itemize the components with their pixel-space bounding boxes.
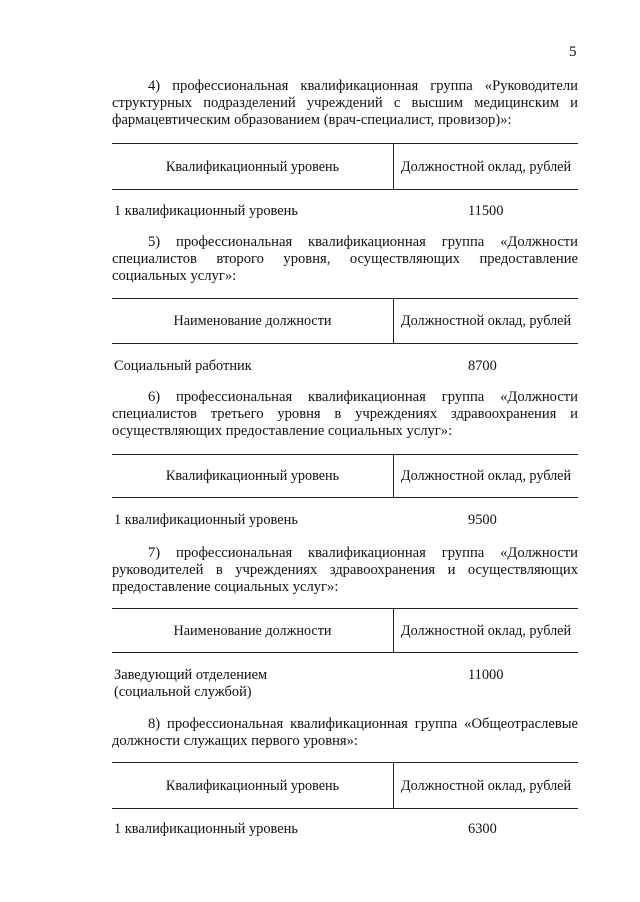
section-8-intro	[112, 716, 578, 750]
section-6-table-row	[112, 512, 578, 530]
section-8-intro-rest: должности служащих первого уровня»:	[112, 733, 358, 749]
section-5-intro-first-line: 5) профессиональная квалификационная группа «Должности	[148, 234, 578, 250]
section-5-intro-rest: специалистов второго уровня, осуществляющих предоставление социальных услуг»:	[112, 251, 578, 284]
section-7-header-salary: Должностной оклад, рублей	[393, 609, 578, 652]
section-4-row-value: 11500	[468, 203, 504, 219]
section-8-table-header	[112, 762, 578, 809]
section-4-header-level: Квалификационный уровень	[165, 158, 340, 175]
section-7-row-value: 11000	[468, 667, 504, 683]
section-8-table-row	[112, 821, 578, 839]
section-6-row-value: 9500	[468, 512, 497, 528]
section-5-header-position: Наименование должности	[173, 313, 332, 329]
section-6-intro-rest: специалистов третьего уровня в учреждениях здравоохранения и осуществляющих предоставление социальных услуг»:	[112, 406, 578, 439]
section-7-intro-rest: руководителей в учреждениях здравоохранения и осуществляющих предоставление социальных услуг»:	[112, 562, 578, 595]
section-5-intro	[112, 234, 578, 285]
section-7-intro	[112, 545, 578, 596]
page-number: 5	[569, 44, 577, 60]
section-8-row-value: 6300	[468, 821, 497, 837]
section-5-header-salary: Должностной оклад, рублей	[393, 299, 578, 343]
section-6-row-name: 1 квалификационный уровень	[114, 512, 298, 528]
section-5-table-row	[112, 358, 578, 376]
section-6-header-salary: Должностной оклад, рублей	[393, 455, 578, 497]
section-4-table-header	[112, 143, 578, 190]
section-6-header-level: Квалификационный уровень	[165, 468, 340, 484]
section-4-header-salary: Должностной оклад, рублей	[393, 144, 578, 189]
section-7-table-row	[112, 667, 578, 703]
section-5-row-value: 8700	[468, 358, 497, 374]
section-6-table-header	[112, 454, 578, 498]
section-7-intro-first-line: 7) профессиональная квалификационная группа «Должности	[148, 545, 578, 561]
section-5-table-header	[112, 298, 578, 344]
section-4-intro-rest: структурных подразделений учреждений с высшим медицинским и фармацевтическим образованием (врач-специалист, провизор)»:	[112, 95, 578, 128]
section-4-row-name: 1 квалификационный уровень	[114, 203, 298, 219]
section-4-intro	[112, 78, 578, 129]
section-4-table-row	[112, 203, 578, 221]
section-6-intro	[112, 389, 578, 440]
section-8-header-salary: Должностной оклад, рублей	[393, 763, 578, 808]
section-8-row-name: 1 квалификационный уровень	[114, 821, 298, 837]
section-5-row-name: Социальный работник	[114, 358, 252, 374]
section-6-intro-first-line: 6) профессиональная квалификационная группа «Должности	[148, 389, 578, 405]
section-8-intro-first-line: 8) профессиональная квалификационная группа «Общеотраслевые	[148, 716, 578, 732]
section-4-intro-first-line: 4) профессиональная квалификационная группа «Руководители	[148, 78, 578, 94]
section-7-table-header	[112, 608, 578, 653]
section-7-row-name-line2: (социальной службой)	[114, 684, 252, 700]
section-7-row-name-line1: Заведующий отделением	[114, 667, 268, 683]
section-7-header-position: Наименование должности	[173, 622, 332, 639]
section-8-header-level: Квалификационный уровень	[165, 777, 340, 794]
